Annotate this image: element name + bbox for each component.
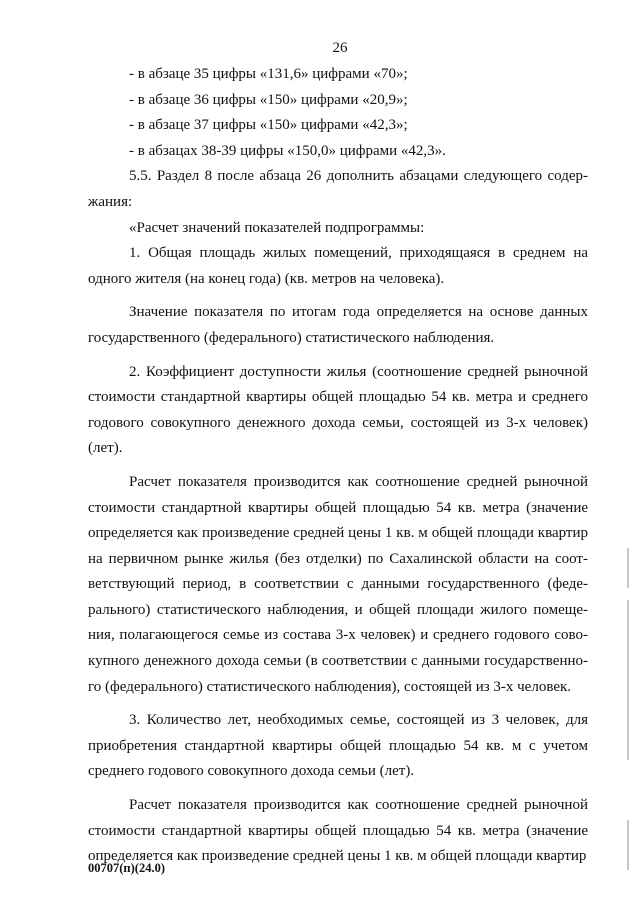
indicator-2-paragraph: 2. Коэффициент доступности жилья (соотношение средней рыночной стоимости стандартной квартиры общей площадью 54 кв. метра и среднего годового совокупного денежного дохода семьи, состоящей из 3-х человек) (лет). bbox=[88, 363, 588, 457]
scan-edge-mark bbox=[627, 600, 629, 760]
document-body bbox=[88, 62, 588, 870]
indicator-1-method-paragraph: Значение показателя по итогам года определяется на основе данных государственного (федерального) статистического наблюдения. bbox=[88, 304, 588, 346]
indicator-1-paragraph: 1. Общая площадь жилых помещений, приходящаяся в среднем на одного жителя (на конец года) (кв. метров на человека). bbox=[88, 245, 588, 287]
amendment-line-2: - в абзаце 36 цифры «150» цифрами «20,9»; bbox=[129, 91, 408, 108]
scan-edge-mark bbox=[627, 548, 629, 588]
indicator-2-method-paragraph: Расчет показателя производится как соотношение средней рыночной стоимости стандартной квартиры общей площадью 54 кв. метра (значение определяется как произведение средней цены 1 кв. м общей площади квартир на первичном рынке жилья (без отделки) по Сахалинской области на соот-ветствующий период, в соответствии с данными государственного (феде-рального) статистического наблюдения, и общей площади жилого помеще-ния, полагающегося семье из состава 3-х человек) и среднего годового сово-купного денежного дохода семьи (в соответствии с данными государственно-го (федерального) статистического наблюдения), состоящей из 3-х человек. bbox=[88, 473, 588, 695]
calculation-heading: «Расчет значений показателей подпрограммы: bbox=[129, 219, 425, 236]
amendment-line-3: - в абзаце 37 цифры «150» цифрами «42,3»; bbox=[129, 117, 408, 134]
amendment-line-1: - в абзаце 35 цифры «131,6» цифрами «70»; bbox=[129, 66, 408, 82]
document-code: 00707(п)(24.0) bbox=[88, 861, 165, 875]
scan-edge-mark bbox=[627, 820, 629, 870]
amendment-line-4: - в абзацах 38-39 цифры «150,0» цифрами «42,3». bbox=[129, 142, 446, 159]
page-number: 26 bbox=[332, 40, 348, 56]
indicator-3-method-paragraph: Расчет показателя производится как соотношение средней рыночной стоимости стандартной квартиры общей площадью 54 кв. метра (значение определяется как произведение средней цены 1 кв. м общей площади квартир bbox=[88, 797, 588, 865]
indicator-3-paragraph: 3. Количество лет, необходимых семье, состоящей из 3 человек, для приобретения стандартной квартиры общей площадью 54 кв. м с учетом среднего годового совокупного дохода семьи (лет). bbox=[88, 712, 588, 780]
section-5-5-paragraph: 5.5. Раздел 8 после абзаца 26 дополнить абзацами следующего содер-жания: bbox=[88, 168, 588, 210]
